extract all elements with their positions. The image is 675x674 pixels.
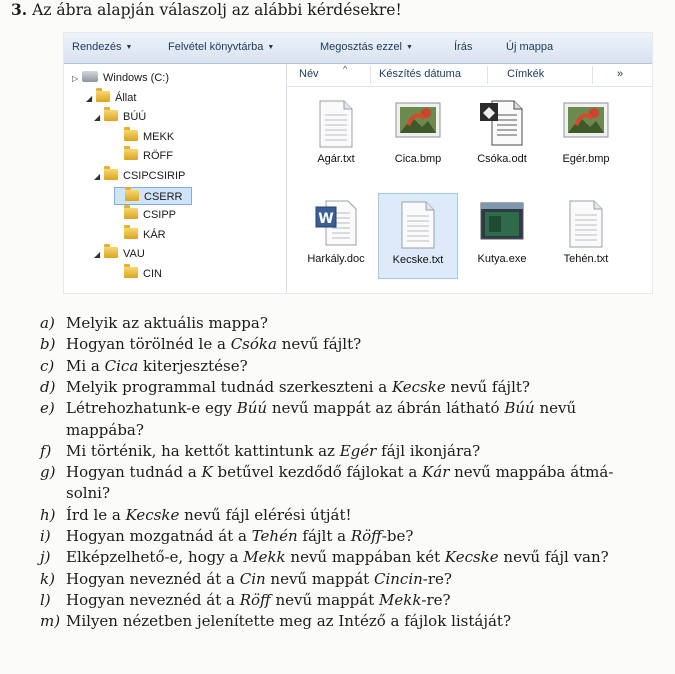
collapse-arrow-icon[interactable]: ◢ — [86, 93, 93, 103]
tree-item-cin[interactable] — [114, 265, 162, 283]
folder-icon — [104, 169, 118, 180]
bitmap-image-icon — [378, 99, 458, 141]
tree-item-cserr[interactable] — [114, 187, 192, 205]
file-kecske-txt[interactable] — [378, 193, 458, 279]
question-d — [40, 377, 665, 398]
tree-item-csipcsirip[interactable] — [94, 167, 185, 185]
question-text: Hogyan tudnád a K betűvel kezdődő fájlokat a Kár nevű mappába átmá- — [66, 463, 614, 482]
file-name-label: Tehén.txt — [563, 253, 609, 265]
file-harkály-doc[interactable] — [296, 193, 376, 279]
sort-ascending-icon: ^ — [343, 64, 348, 74]
tree-item-label: BÚÚ — [123, 111, 147, 124]
tree-item-vau[interactable] — [94, 245, 145, 263]
file-egér-bmp[interactable] — [546, 93, 626, 179]
question-label: b) — [40, 335, 56, 354]
file-tehén-txt[interactable] — [546, 193, 626, 279]
question-label: e) — [40, 399, 55, 418]
tree-item-label: Állat — [115, 91, 137, 104]
question-text: Írd le a Kecske nevű fájl elérési útját! — [66, 505, 352, 524]
question-f — [40, 441, 665, 462]
question-m — [40, 611, 665, 632]
tree-item-windows-c-[interactable] — [72, 69, 169, 87]
question-label: g) — [40, 463, 56, 482]
more-columns-icon[interactable]: » — [617, 68, 624, 80]
folder-icon — [124, 149, 138, 160]
word-document-icon — [296, 199, 376, 247]
file-cica-bmp[interactable] — [378, 93, 458, 179]
question-text: Mi a Cica kiterjesztése? — [66, 356, 248, 375]
tree-item-label: Windows (C:) — [103, 72, 170, 84]
question-h — [40, 505, 665, 526]
file-name-label: Csóka.odt — [477, 153, 527, 165]
question-label: d) — [40, 377, 56, 396]
file-name-label: Egér.bmp — [562, 153, 610, 165]
folder-icon — [104, 247, 118, 258]
collapse-arrow-icon[interactable]: ◢ — [94, 113, 101, 123]
question-c — [40, 356, 665, 377]
question-label: m) — [40, 612, 61, 631]
question-text: Melyik programmal tudnád szerkeszteni a Kecske nevű fájlt? — [66, 377, 530, 396]
question-label: j) — [40, 548, 51, 567]
executable-icon — [462, 199, 542, 243]
share-with-button[interactable]: Megosztás ezzel ▼ — [320, 41, 413, 53]
file-name-label: Kecske.txt — [392, 254, 444, 266]
add-to-library-button[interactable]: Felvétel könyvtárba ▼ — [168, 41, 275, 53]
collapse-arrow-icon[interactable]: ◢ — [94, 250, 101, 260]
question-b — [40, 334, 665, 355]
tree-item-label: MEKK — [143, 130, 175, 143]
tree-item-mekk[interactable] — [114, 128, 174, 146]
collapse-arrow-icon[interactable]: ◢ — [94, 172, 101, 181]
navigation-pane — [64, 64, 287, 293]
folder-icon — [124, 208, 138, 219]
folder-icon — [96, 91, 110, 102]
question-text: Elképzelhető-e, hogy a Mekk nevű mappában két Kecske nevű fájl van? — [66, 548, 609, 567]
folder-icon — [104, 110, 118, 121]
exercise-number: 3. — [11, 0, 28, 19]
exercise-instruction: Az ábra alapján válaszolj az alábbi kérdésekre! — [32, 1, 402, 19]
text-file-icon — [379, 200, 457, 250]
question-text: Hogyan törölnéd le a Csóka nevű fájlt? — [66, 335, 362, 354]
folder-icon — [124, 130, 138, 141]
column-tags-header[interactable]: Címkék — [507, 68, 545, 80]
new-folder-button[interactable]: Új mappa — [506, 41, 554, 53]
question-text: Hogyan neveznéd át a Röff nevű mappát Mekk-re? — [66, 590, 451, 609]
folder-icon — [125, 190, 139, 201]
question-label: h) — [40, 505, 56, 524]
command-bar — [64, 33, 652, 64]
bitmap-image-icon — [546, 99, 626, 141]
tree-item-label: KÁR — [143, 228, 166, 241]
question-l — [40, 590, 665, 611]
question-text: Létrehozhatunk-e egy Búú nevű mappát az ábrán látható Búú nevű — [66, 399, 577, 418]
burn-button[interactable]: Írás — [454, 41, 473, 53]
file-agár-txt[interactable] — [296, 93, 376, 179]
tree-item-label: CSERR — [144, 190, 183, 203]
folder-icon — [124, 267, 138, 278]
file-name-label: Kutya.exe — [477, 253, 527, 265]
chevron-down-icon: ▼ — [125, 44, 133, 51]
file-csóka-odt[interactable] — [462, 93, 542, 179]
question-text: Milyen nézetben jelenítette meg az Intéző a fájlok listáját? — [66, 612, 511, 631]
svg-text:W: W — [318, 211, 334, 227]
text-file-icon — [546, 199, 626, 249]
file-name-label: Harkály.doc — [307, 253, 365, 265]
file-name-label: Cica.bmp — [394, 153, 442, 165]
question-label: c) — [40, 356, 55, 375]
question-a — [40, 313, 665, 334]
tree-item-label: CSIPCSIRIP — [123, 170, 186, 182]
question-text: Hogyan neveznéd át a Cin nevű mappát Cincin-re? — [66, 569, 452, 588]
question-label: a) — [40, 314, 55, 332]
question-i — [40, 526, 665, 547]
tree-item-röff[interactable] — [114, 147, 173, 165]
column-name-header[interactable]: Név — [299, 68, 319, 80]
question-text: Mi történik, ha kettőt kattintunk az Egér fájl ikonjára? — [66, 441, 481, 460]
tree-item-label: RÖFF — [143, 150, 173, 163]
file-explorer-window — [64, 33, 652, 293]
question-text: Melyik az aktuális mappa? — [66, 314, 268, 332]
tree-item-label: CIN — [143, 268, 162, 280]
text-file-icon — [296, 99, 376, 149]
question-label: k) — [40, 569, 55, 588]
exercise-heading — [11, 0, 402, 19]
question-label: l) — [40, 590, 51, 609]
file-kutya-exe[interactable] — [462, 193, 542, 279]
question-j — [40, 547, 665, 568]
tree-item-állat[interactable] — [86, 89, 136, 107]
tree-item-label: VAU — [123, 248, 145, 261]
tree-item-búú[interactable] — [94, 108, 146, 126]
tree-item-kár[interactable] — [114, 226, 166, 244]
column-date-header[interactable]: Készítés dátuma — [379, 68, 461, 80]
chevron-down-icon: ▼ — [405, 44, 413, 51]
question-label: f) — [40, 441, 52, 460]
question-text: mappába? — [66, 420, 144, 439]
tree-item-csipp[interactable] — [114, 206, 176, 224]
folder-icon — [124, 228, 138, 239]
chevron-down-icon: ▼ — [267, 44, 275, 51]
expand-arrow-icon[interactable]: ▷ — [72, 74, 79, 83]
column-header-row — [287, 64, 652, 87]
drive-icon — [82, 71, 98, 82]
odt-document-icon — [462, 99, 542, 149]
question-label: i) — [40, 527, 51, 545]
file-name-label: Agár.txt — [317, 153, 355, 165]
question-text: solni? — [66, 484, 111, 503]
question-text: Hogyan mozgatnád át a Tehén fájlt a Röff-be? — [66, 527, 414, 545]
question-g — [40, 462, 665, 483]
organize-button[interactable]: Rendezés ▼ — [72, 41, 133, 53]
question-k — [40, 569, 665, 590]
tree-item-label: CSIPP — [143, 209, 177, 222]
question-e — [40, 398, 665, 419]
